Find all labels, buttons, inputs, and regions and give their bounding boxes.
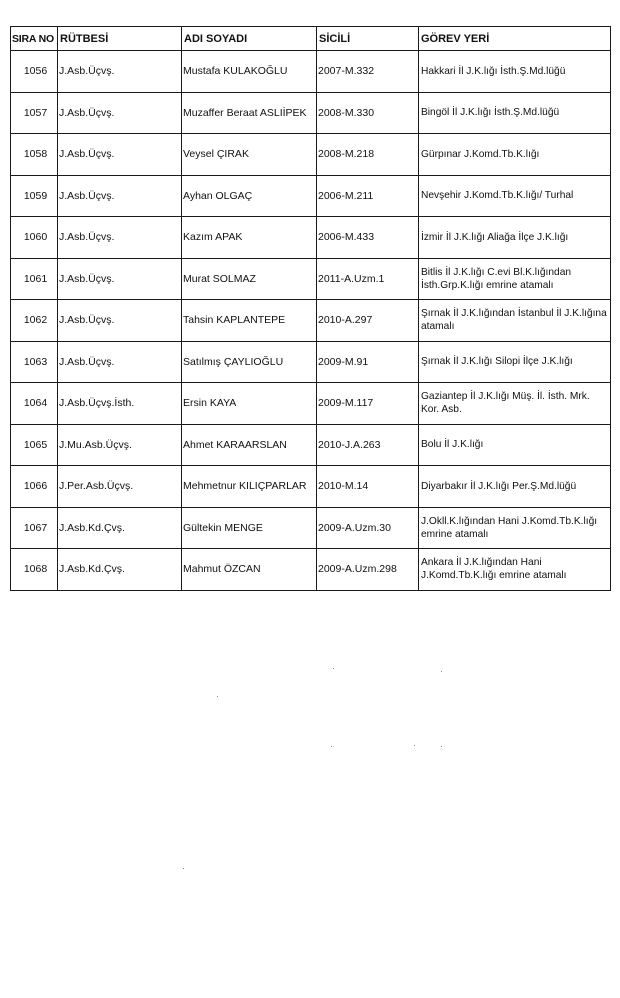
cell-adi-soyadi: Satılmış ÇAYLIOĞLU: [182, 341, 317, 383]
table-row: [11, 300, 611, 342]
cell-rutbesi: J.Asb.Üçvş.: [58, 134, 182, 176]
cell-adi-soyadi: Tahsin KAPLANTEPE: [182, 300, 317, 342]
cell-gorev-yeri: İzmir İl J.K.lığı Aliağa İlçe J.K.lığı: [419, 217, 611, 259]
cell-adi-soyadi: Kazım APAK: [182, 217, 317, 259]
cell-sicili: 2006-M.433: [317, 217, 419, 259]
cell-adi-soyadi: Mehmetnur KILIÇPARLAR: [182, 466, 317, 508]
cell-rutbesi: J.Asb.Kd.Çvş.: [58, 549, 182, 591]
header-rutbesi: RÜTBESİ: [58, 27, 182, 51]
cell-gorev-yeri: Hakkari İl J.K.lığı İsth.Ş.Md.lüğü: [419, 51, 611, 93]
table-row: [11, 217, 611, 259]
table-row: [11, 92, 611, 134]
cell-sira-no: 1063: [11, 341, 58, 383]
cell-adi-soyadi: Ayhan OLGAÇ: [182, 175, 317, 217]
cell-rutbesi: J.Asb.Üçvş.: [58, 341, 182, 383]
cell-gorev-yeri: Şırnak İl J.K.lığı Silopi İlçe J.K.lığı: [419, 341, 611, 383]
cell-gorev-yeri: Gürpınar J.Komd.Tb.K.lığı: [419, 134, 611, 176]
header-sira-no: SIRA NO: [11, 27, 58, 51]
cell-adi-soyadi: Murat SOLMAZ: [182, 258, 317, 300]
cell-gorev-yeri: J.Okll.K.lığından Hani J.Komd.Tb.K.lığı emrine atamalı: [419, 507, 611, 549]
cell-rutbesi: J.Asb.Üçvş.İsth.: [58, 383, 182, 425]
cell-gorev-yeri: Gaziantep İl J.K.lığı Müş. İl. İsth. Mrk. Kor. Asb.: [419, 383, 611, 425]
cell-adi-soyadi: Gültekin MENGE: [182, 507, 317, 549]
cell-sicili: 2011-A.Uzm.1: [317, 258, 419, 300]
cell-sicili: 2009-M.117: [317, 383, 419, 425]
cell-sira-no: 1061: [11, 258, 58, 300]
header-sicili: SİCİLİ: [317, 27, 419, 51]
table-row: [11, 424, 611, 466]
scan-speck: [331, 746, 332, 747]
cell-gorev-yeri: Bitlis İl J.K.lığı C.evi Bl.K.lığından İsth.Grp.K.lığı emrine atamalı: [419, 258, 611, 300]
table-row: [11, 549, 611, 591]
table-row: [11, 341, 611, 383]
header-gorev-yeri: GÖREV YERİ: [419, 27, 611, 51]
cell-sicili: 2010-A.297: [317, 300, 419, 342]
cell-sicili: 2010-J.A.263: [317, 424, 419, 466]
table-header: [11, 27, 611, 51]
header-adi-soyadi: ADI SOYADI: [182, 27, 317, 51]
table-row: [11, 507, 611, 549]
cell-rutbesi: J.Asb.Üçvş.: [58, 300, 182, 342]
cell-sicili: 2008-M.330: [317, 92, 419, 134]
cell-adi-soyadi: Mustafa KULAKOĞLU: [182, 51, 317, 93]
cell-sira-no: 1064: [11, 383, 58, 425]
cell-sicili: 2009-M.91: [317, 341, 419, 383]
cell-rutbesi: J.Mu.Asb.Üçvş.: [58, 424, 182, 466]
cell-sira-no: 1057: [11, 92, 58, 134]
table-row: [11, 466, 611, 508]
cell-rutbesi: J.Asb.Üçvş.: [58, 92, 182, 134]
table-row: [11, 383, 611, 425]
cell-adi-soyadi: Muzaffer Beraat ASLIİPEK: [182, 92, 317, 134]
cell-gorev-yeri: Bingöl İl J.K.lığı İsth.Ş.Md.lüğü: [419, 92, 611, 134]
scan-speck: [414, 745, 415, 746]
scan-speck: [217, 696, 218, 697]
cell-gorev-yeri: Şırnak İl J.K.lığından İstanbul İl J.K.lığına atamalı: [419, 300, 611, 342]
cell-sira-no: 1058: [11, 134, 58, 176]
cell-gorev-yeri: Diyarbakır İl J.K.lığı Per.Ş.Md.lüğü: [419, 466, 611, 508]
cell-sicili: 2009-A.Uzm.298: [317, 549, 419, 591]
cell-sicili: 2006-M.211: [317, 175, 419, 217]
cell-rutbesi: J.Asb.Üçvş.: [58, 175, 182, 217]
cell-rutbesi: J.Asb.Kd.Çvş.: [58, 507, 182, 549]
scan-speck: [183, 868, 184, 869]
scan-speck: [441, 671, 442, 672]
table-body: [11, 51, 611, 591]
cell-sira-no: 1068: [11, 549, 58, 591]
cell-sicili: 2008-M.218: [317, 134, 419, 176]
cell-sira-no: 1060: [11, 217, 58, 259]
cell-gorev-yeri: Bolu İl J.K.lığı: [419, 424, 611, 466]
cell-adi-soyadi: Ersin KAYA: [182, 383, 317, 425]
scan-speck: [333, 668, 334, 669]
cell-adi-soyadi: Mahmut ÖZCAN: [182, 549, 317, 591]
cell-gorev-yeri: Nevşehir J.Komd.Tb.K.lığı/ Turhal: [419, 175, 611, 217]
cell-sicili: 2007-M.332: [317, 51, 419, 93]
cell-rutbesi: J.Asb.Üçvş.: [58, 51, 182, 93]
table-row: [11, 51, 611, 93]
cell-sira-no: 1056: [11, 51, 58, 93]
cell-rutbesi: J.Asb.Üçvş.: [58, 258, 182, 300]
cell-sira-no: 1067: [11, 507, 58, 549]
cell-sira-no: 1062: [11, 300, 58, 342]
table-row: [11, 258, 611, 300]
personnel-table: [10, 26, 611, 591]
cell-sicili: 2010-M.14: [317, 466, 419, 508]
cell-gorev-yeri: Ankara İl J.K.lığından Hani J.Komd.Tb.K.lığı emrine atamalı: [419, 549, 611, 591]
cell-sira-no: 1059: [11, 175, 58, 217]
cell-adi-soyadi: Ahmet KARAARSLAN: [182, 424, 317, 466]
cell-rutbesi: J.Per.Asb.Üçvş.: [58, 466, 182, 508]
cell-rutbesi: J.Asb.Üçvş.: [58, 217, 182, 259]
cell-sira-no: 1065: [11, 424, 58, 466]
cell-sicili: 2009-A.Uzm.30: [317, 507, 419, 549]
cell-sira-no: 1066: [11, 466, 58, 508]
table-row: [11, 175, 611, 217]
cell-adi-soyadi: Veysel ÇIRAK: [182, 134, 317, 176]
header-row: [11, 27, 611, 51]
table-row: [11, 134, 611, 176]
scan-speck: [441, 746, 442, 747]
